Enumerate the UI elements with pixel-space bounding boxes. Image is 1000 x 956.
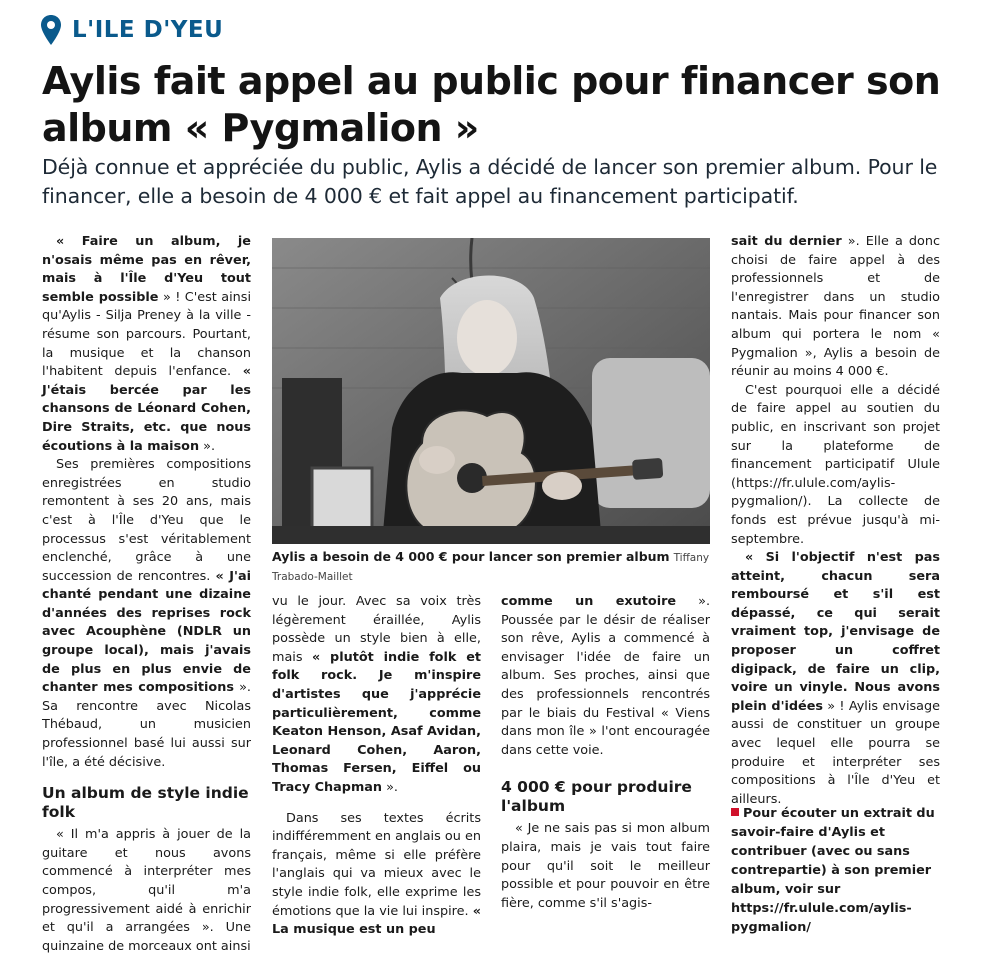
- paragraph: [272, 593, 481, 798]
- body-text: » ! C'est ainsi qu'Aylis - Silja Preney à la ville - résume son parcours. Pourtant, la musique et la chanson l'habitent depuis l'enfance.: [42, 289, 251, 380]
- quote-text: « La musique est un peu: [272, 903, 481, 938]
- photo-credit: Tiffany Trabado-Maillet: [272, 552, 710, 583]
- quote-text: « Si l'objectif n'est pas atteint, chacun sera remboursé et s'il est dépassé, ce qui serait vraiment top, j'envisage de proposer un coffret digipack, de faire un clip, voire un vinyle. Nous avons plein d'idées: [731, 550, 940, 714]
- body-text: ».: [382, 779, 398, 795]
- body-text: ». Elle a donc choisi de faire appel à des professionnels et de l'enregistrer dans un studio nantais. Mais pour financer son album qui portera le nom « Pygmalion », Aylis a besoin de réunir au moins 4 000 €.: [731, 234, 940, 380]
- paragraph: [731, 233, 940, 382]
- quote-text: « J'étais bercée par les chansons de Léonard Cohen, Dire Straits, etc. que nous écoutions à la maison: [42, 364, 251, 454]
- paragraph: [501, 593, 710, 760]
- subheading: 4 000 € pour produire l'album: [501, 778, 692, 816]
- location-pin-icon: [40, 14, 62, 46]
- photo-caption: [272, 548, 712, 586]
- caption-text: Aylis a besoin de 4 000 € pour lancer son premier album: [272, 549, 670, 564]
- paragraph: [42, 233, 251, 456]
- article-photo: [272, 238, 710, 544]
- subheading: Un album de style indie folk: [42, 784, 249, 822]
- paragraph: C'est pourquoi elle a décidé de faire appel au soutien du public, en inscrivant son projet sur la plateforme de financement participatif Ulule (https://fr.ulule.com/aylis-pygmalion/). La collecte de fonds est prévue jusqu'à mi-septembre.: [731, 382, 940, 547]
- column-2: [272, 593, 481, 940]
- paragraph: [731, 549, 940, 809]
- paragraph: « Il m'a appris à jouer de la guitare et nous avons commencé à interpréter mes compos, qu'il m'a progressivement aidé à enrichir et qu'il a arrangées ». Une quinzaine de morceaux ont ainsi: [42, 827, 251, 954]
- headline: Aylis fait appel au public pour financer son album « Pygmalion »: [42, 59, 941, 150]
- body-text: Ses premières compositions enregistrées en studio remontent à ses 20 ans, mais c'est à l'Île d'Yeu que le processus s'est véritablement enclenché, grâce à une succession de rencontres.: [42, 457, 251, 584]
- column-3: [501, 593, 710, 913]
- photo-illustration: [272, 238, 710, 544]
- body-text: ».: [199, 438, 216, 454]
- paragraph: [272, 810, 481, 940]
- body-text: Dans ses textes écrits indifféremment en anglais ou en français, même si elle préfère l'anglais qui va mieux avec le style indie folk, elle exprime les émotions que la vie lui inspire.: [272, 810, 481, 919]
- body-text: ». Sa rencontre avec Nicolas Thébaud, un musicien professionnel basé lui aussi sur l'île, a été décisive.: [42, 680, 252, 770]
- quote-text: « Faire un album, je n'osais même pas en rêver, mais à l'Île d'Yeu tout semble possible: [42, 234, 251, 305]
- quote-text: « J'ai chanté pendant une dizaine d'années des reprises rock avec Acouphène (NDLR un groupe local), mais j'avais de plus en plus envie de chanter mes compositions: [42, 568, 251, 696]
- quote-text: comme un exutoire: [501, 594, 677, 609]
- column-1: [42, 233, 251, 956]
- info-text: Pour écouter un extrait du savoir-faire d'Aylis et contribuer (avec ou sans contrepartie) à son premier album, voir sur https://fr.ulule.com/aylis-pygmalion/: [731, 806, 935, 935]
- paragraph: [42, 456, 251, 772]
- lead-paragraph: Déjà connue et appréciée du public, Aylis a décidé de lancer son premier album. Pour le financer, elle a besoin de 4 000 € et fait appel au financement participatif.: [42, 155, 938, 208]
- paragraph: « Je ne sais pas si mon album plaira, mais je vais tout faire pour qu'il soit le meilleur possible et pour pouvoir en être fière, comme s'il s'agis-: [501, 821, 710, 911]
- body-text: vu le jour. Avec sa voix très légèrement éraillée, Aylis possède un style bien à elle, mais: [272, 594, 481, 665]
- body-text: ». Poussée par le désir de réaliser son rêve, Aylis a commencé à envisager l'idée de faire un album. Ses proches, ainsi que des professionnels rencontrés par le biais du Festival « Viens dans mon île » l'ont encouragée dans cette voie.: [501, 594, 711, 758]
- quote-text: « plutôt indie folk et folk rock. Je m'inspire d'artistes que j'apprécie particulièrement, comme Keaton Henson, Asaf Avidan, Leonard Cohen, Aaron, Thomas Fersen, Eiffel ou Tracy Chapman: [272, 649, 481, 795]
- red-square-icon: [731, 808, 739, 816]
- kicker-label: L'ILE D'YEU: [72, 17, 224, 43]
- body-text: » ! Aylis envisage aussi de constituer un groupe avec lequel elle pourra se produire et interpréter ses compositions à l'Île d'Yeu et ailleurs.: [731, 698, 940, 807]
- quote-text: sait du dernier: [731, 234, 842, 249]
- info-box: [731, 804, 943, 937]
- section-kicker: [40, 12, 223, 48]
- column-4: [731, 233, 940, 809]
